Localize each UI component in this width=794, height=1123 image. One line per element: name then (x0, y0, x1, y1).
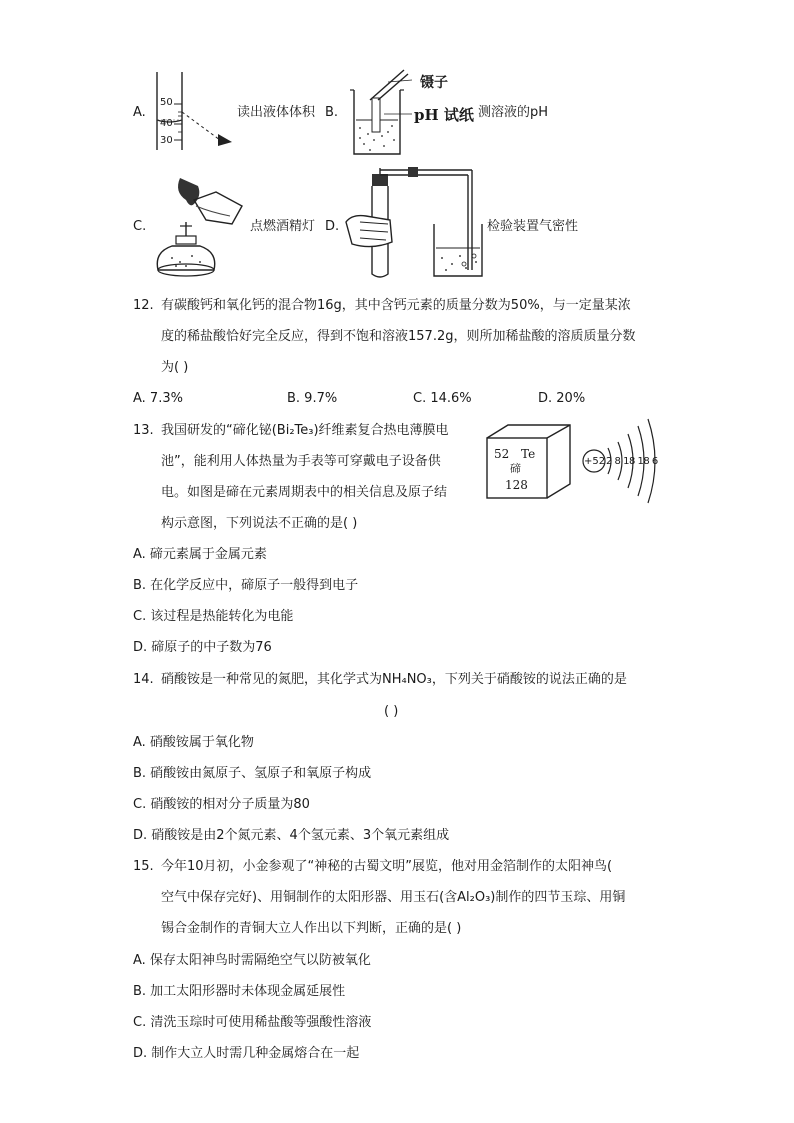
element-name: 碲 (510, 462, 521, 475)
q15-line-2: 空气中保存完好)、用铜制作的太阳形器、用玉石(含Al₂O₃)制作的四节玉琮、用铜 (161, 890, 626, 905)
q15-option-b: B. 加工太阳形器时未体现金属延展性 (133, 984, 346, 999)
atom-electron-shells: 2 8 18 18 6 (606, 456, 658, 467)
q13-line-4: 构示意图，下列说法不正确的是( ) (161, 516, 358, 531)
q15-line-1: 今年10月初，小金参观了“神秘的古蜀文明”展览，他对用金箔制作的太阳神鸟( (161, 859, 613, 874)
q14-option-b: B. 硝酸铵由氮原子、氢原子和氧原子构成 (133, 766, 372, 781)
tweezers-label: 镊子 (420, 75, 448, 91)
q13-line-1: 我国研发的“碲化铋(Bi₂Te₃)纤维素复合热电薄膜电 (161, 423, 449, 438)
q15-line-3: 锡合金制作的青铜大立人作出以下判断，正确的是( ) (161, 921, 462, 936)
q15-option-d: D. 制作大立人时需几种金属熔合在一起 (133, 1046, 360, 1061)
q12-option-c: C. 14.6% (413, 391, 472, 406)
q11-option-a-letter: A. (133, 105, 146, 120)
q11-option-c-letter: C. (133, 219, 147, 234)
atom-nucleus-charge: +52 (584, 456, 606, 467)
q12-option-d: D. 20% (538, 391, 586, 406)
q11-option-b-letter: B. (325, 105, 339, 120)
ph-paper-label: pH 试纸 (414, 106, 474, 124)
airtightness-test-illustration (342, 170, 482, 282)
q12-option-a: A. 7.3% (133, 391, 183, 406)
q13-number: 13. (133, 423, 154, 438)
q11-option-b-text: 测溶液的pH (478, 105, 549, 120)
q13-option-d: D. 碲原子的中子数为76 (133, 640, 272, 655)
q14-option-a: A. 硝酸铵属于氧化物 (133, 735, 254, 750)
q13-option-b: B. 在化学反应中，碲原子一般得到电子 (133, 578, 359, 593)
q11-option-a-text: 读出液体体积 (237, 105, 316, 120)
cylinder-tick-50: 50 (160, 97, 173, 108)
q11-option-d-text: 检验装置气密性 (487, 219, 579, 234)
q14-line-2: ( ) (384, 704, 399, 719)
cylinder-tick-30: 30 (160, 135, 173, 146)
q11-option-d-letter: D. (325, 219, 340, 234)
q11-option-c-text: 点燃酒精灯 (250, 219, 316, 234)
q14-line-1: 硝酸铵是一种常见的氮肥，其化学式为NH₄NO₃，下列关于硝酸铵的说法正确的是 (161, 672, 627, 687)
element-atomic-number: 52 (494, 447, 510, 461)
q12-option-b: B. 9.7% (287, 391, 338, 406)
q13-line-3: 电。如图是碲在元素周期表中的相关信息及原子结 (161, 485, 448, 500)
q14-number: 14. (133, 672, 154, 687)
alcohol-lamp-illustration (150, 170, 250, 282)
q12-line-2: 度的稀盐酸恰好完全反应，得到不饱和溶液157.2g，则所加稀盐酸的溶质质量分数 (161, 329, 636, 344)
q12-number: 12. (133, 298, 154, 313)
q12-line-3: 为( ) (161, 360, 189, 375)
cylinder-tick-40: 40 (160, 118, 173, 129)
q15-option-c: C. 清洗玉琮时可使用稀盐酸等强酸性溶液 (133, 1015, 372, 1030)
q14-option-d: D. 硝酸铵是由2个氮元素、4个氢元素、3个氧元素组成 (133, 828, 450, 843)
q13-option-a: A. 碲元素属于金属元素 (133, 547, 267, 562)
q15-option-a: A. 保存太阳神鸟时需隔绝空气以防被氧化 (133, 953, 371, 968)
element-symbol: Te (521, 447, 536, 461)
q15-number: 15. (133, 859, 154, 874)
q13-line-2: 池”，能利用人体热量为手表等可穿戴电子设备供 (161, 454, 441, 469)
q12-line-1: 有碳酸钙和氧化钙的混合物16g，其中含钙元素的质量分数为50%，与一定量某浓 (161, 298, 631, 313)
q14-option-c: C. 硝酸铵的相对分子质量为80 (133, 797, 310, 812)
element-atomic-mass: 128 (505, 478, 528, 492)
q13-option-c: C. 该过程是热能转化为电能 (133, 609, 294, 624)
